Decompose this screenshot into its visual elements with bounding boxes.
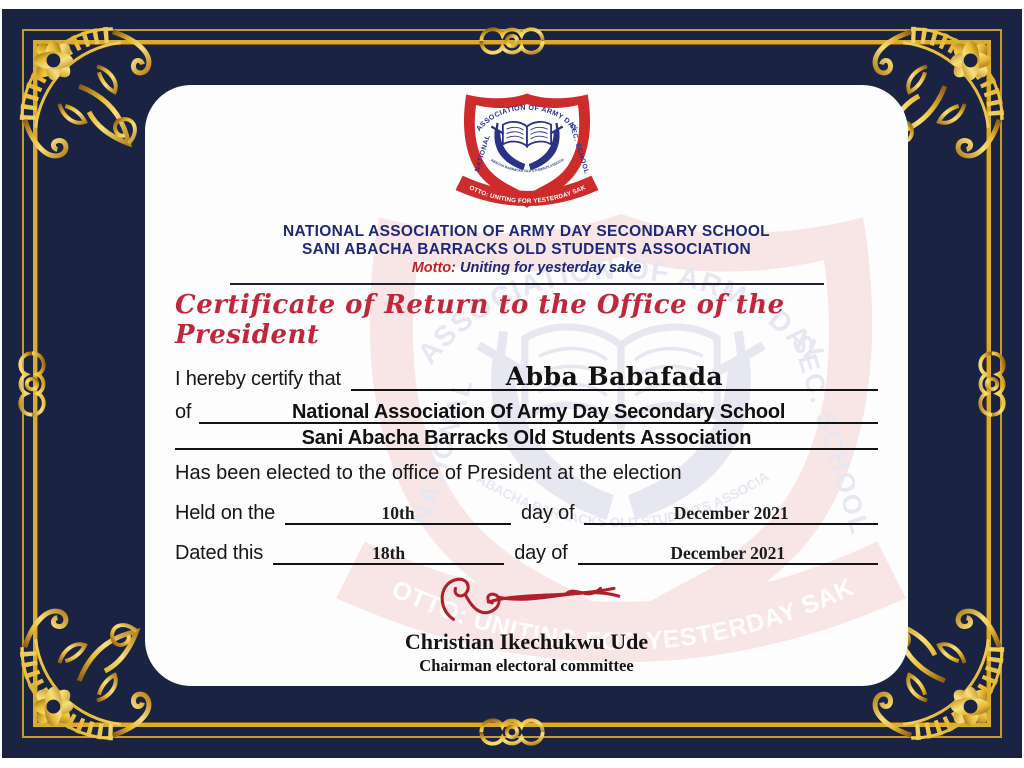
organisation-line2-slot <box>175 428 878 450</box>
knot-icon <box>466 19 558 63</box>
knot-icon <box>10 338 54 430</box>
header-divider-line <box>230 283 824 285</box>
held-day-of-label: day of <box>521 502 575 525</box>
dated-day-value: 18th <box>372 543 406 564</box>
signature-icon <box>417 571 637 629</box>
recipient-name-line <box>351 364 878 391</box>
recipient-name: Abba Babafada <box>505 362 724 392</box>
org-name-line2: SANI ABACHA BARRACKS OLD STUDENTS ASSOCIATION <box>302 241 751 258</box>
edge-knot-left <box>10 338 54 430</box>
organisation-line1-slot <box>199 402 878 424</box>
dated-month-slot <box>578 545 879 565</box>
dated-label: Dated this <box>175 542 264 565</box>
of-row2 <box>175 428 878 450</box>
org-name-line1: NATIONAL ASSOCIATION OF ARMY DAY SECONDARY SCHOOL <box>283 223 770 240</box>
held-day-slot <box>285 505 511 525</box>
dated-day-slot <box>273 545 504 565</box>
motto-text: Uniting for yesterday sake <box>455 260 642 276</box>
knot-icon <box>970 338 1014 430</box>
dated-month-value: December 2021 <box>670 543 786 564</box>
certify-label: I hereby certify that <box>175 368 341 391</box>
signer-name: Christian Ikechukwu Ude <box>404 629 649 655</box>
edge-knot-top <box>466 19 558 63</box>
of-label: of <box>175 401 192 424</box>
edge-knot-bottom <box>466 710 558 754</box>
edge-knot-right <box>970 338 1014 430</box>
motto-line <box>412 260 642 277</box>
signature <box>417 571 637 629</box>
signer-role: Chairman electoral committee <box>419 656 634 676</box>
of-row <box>175 401 878 424</box>
held-day-value: 10th <box>381 503 415 524</box>
motto-label: Motto: <box>411 260 456 276</box>
knot-icon <box>466 710 558 754</box>
elected-statement: Has been elected to the office of President at the election <box>175 462 682 485</box>
organisation-line2: Sani Abacha Barracks Old Students Association <box>301 427 752 450</box>
dated-day-of-label: day of <box>514 542 568 565</box>
held-month-value: December 2021 <box>673 503 789 524</box>
dated-row <box>175 542 878 565</box>
held-on-label: Held on the <box>175 502 276 525</box>
crest-icon <box>450 89 604 223</box>
organisation-line1: National Association Of Army Day Secondary School <box>291 401 786 424</box>
association-crest <box>450 89 604 223</box>
certificate-content <box>145 85 908 686</box>
held-month-slot <box>584 505 878 525</box>
certificate-title: Certificate of Return to the Office of the President <box>175 290 785 351</box>
certify-row <box>175 364 878 391</box>
held-on-row <box>175 502 878 525</box>
